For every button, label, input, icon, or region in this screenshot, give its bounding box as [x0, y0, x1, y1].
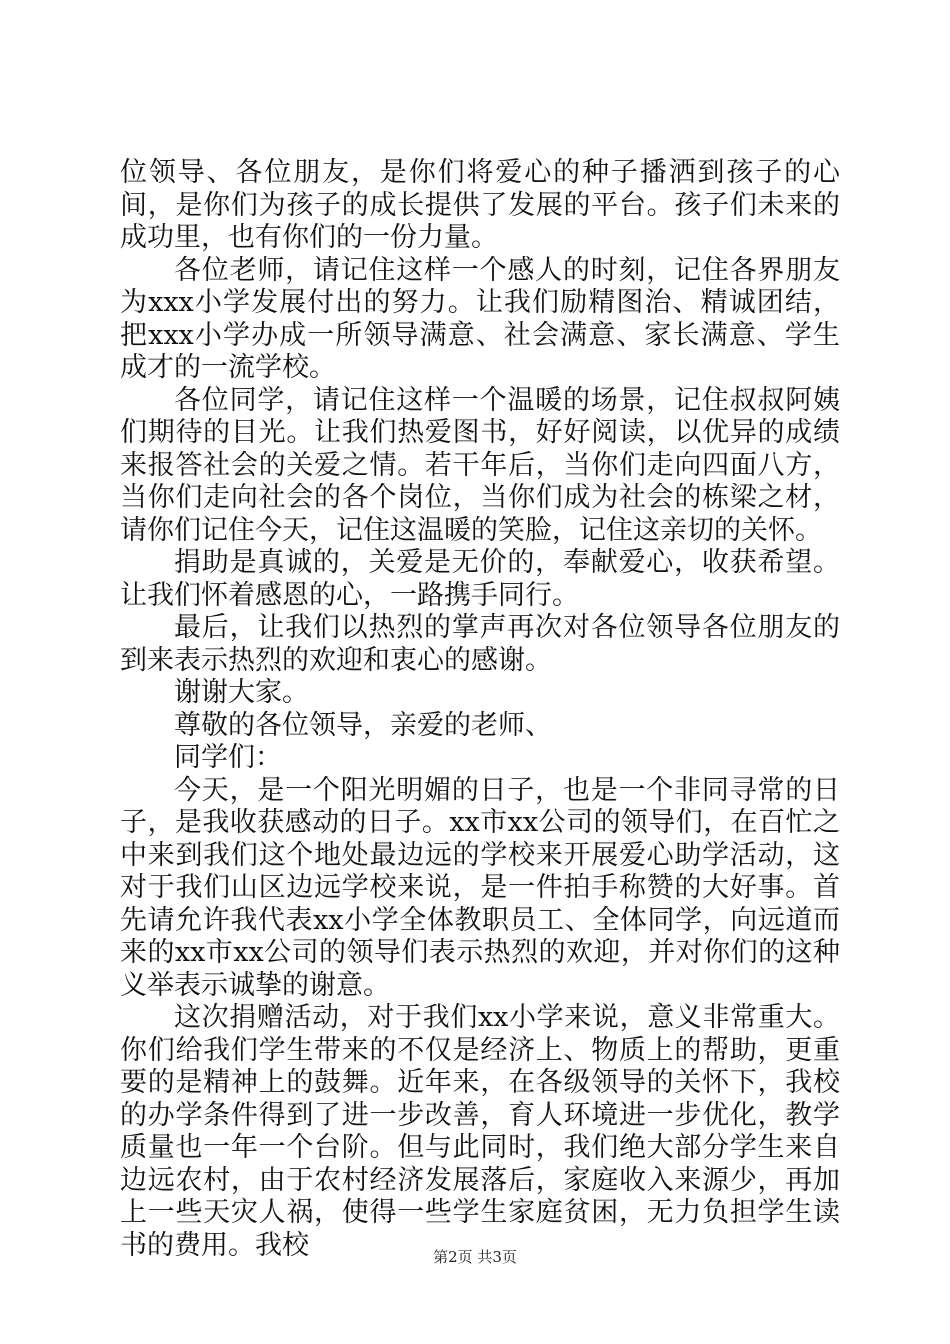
document-body [120, 157, 840, 1262]
paragraph-5: 最后，让我们以热烈的掌声再次对各位领导各位朋友的到来表示热烈的欢迎和衷心的感谢。 [120, 612, 840, 676]
paragraph-3: 各位同学，请记住这样一个温暖的场景，记住叔叔阿姨们期待的目光。让我们热爱图书，好好阅读，以优异的成绩来报答社会的关爱之情。若干年后，当你们走向四面八方，当你们走向社会的各个岗位，当你们成为社会的栋梁之材，请你们记住今天，记住这温暖的笑脸，记住这亲切的关怀。 [120, 384, 840, 546]
paragraph-9: 今天，是一个阳光明媚的日子，也是一个非同寻常的日子，是我收获感动的日子。xx市xx公司的领导们，在百忙之中来到我们这个地处最边远的学校来开展爱心助学活动，这对于我们山区边远学校来说，是一件拍手称赞的大好事。首先请允许我代表xx小学全体教职员工、全体同学，向远道而来的xx市xx公司的领导们表示热烈的欢迎，并对你们的这种义举表示诚挚的谢意。 [120, 774, 840, 1001]
greeting-line-1: 尊敬的各位领导，亲爱的老师、 [174, 709, 552, 741]
greeting-line-2: 同学们： [174, 742, 282, 773]
paragraph-1: 位领导、各位朋友，是你们将爱心的种子播洒到孩子的心间，是你们为孩子的成长提供了发展的平台。孩子们未来的成功里，也有你们的一份力量。 [120, 157, 840, 253]
paragraph-4: 捐助是真诚的，关爱是无价的，奉献爱心，收获希望。让我们怀着感恩的心，一路携手同行。 [120, 547, 840, 611]
page-footer: 第2页 共3页 [433, 1248, 517, 1266]
paragraph-6: 谢谢大家。 [174, 677, 309, 708]
paragraph-2: 各位老师，请记住这样一个感人的时刻，记住各界朋友为xxx小学发展付出的努力。让我们励精图治、精诚团结，把xxx小学办成一所领导满意、社会满意、家长满意、学生成才的一流学校。 [120, 254, 840, 383]
paragraph-10: 这次捐赠活动，对于我们xx小学来说，意义非常重大。你们给我们学生带来的不仅是经济上、物质上的帮助，更重要的是精神上的鼓舞。近年来，在各级领导的关怀下，我校的办学条件得到了进一步改善，育人环境进一步优化，教学质量也一年一个台阶。但与此同时，我们绝大部分学生来自边远农村，由于农村经济发展落后，家庭收入来源少，再加上一些天灾人祸，使得一些学生家庭贫困，无力负担学生读书的费用。我校 [120, 1002, 840, 1261]
